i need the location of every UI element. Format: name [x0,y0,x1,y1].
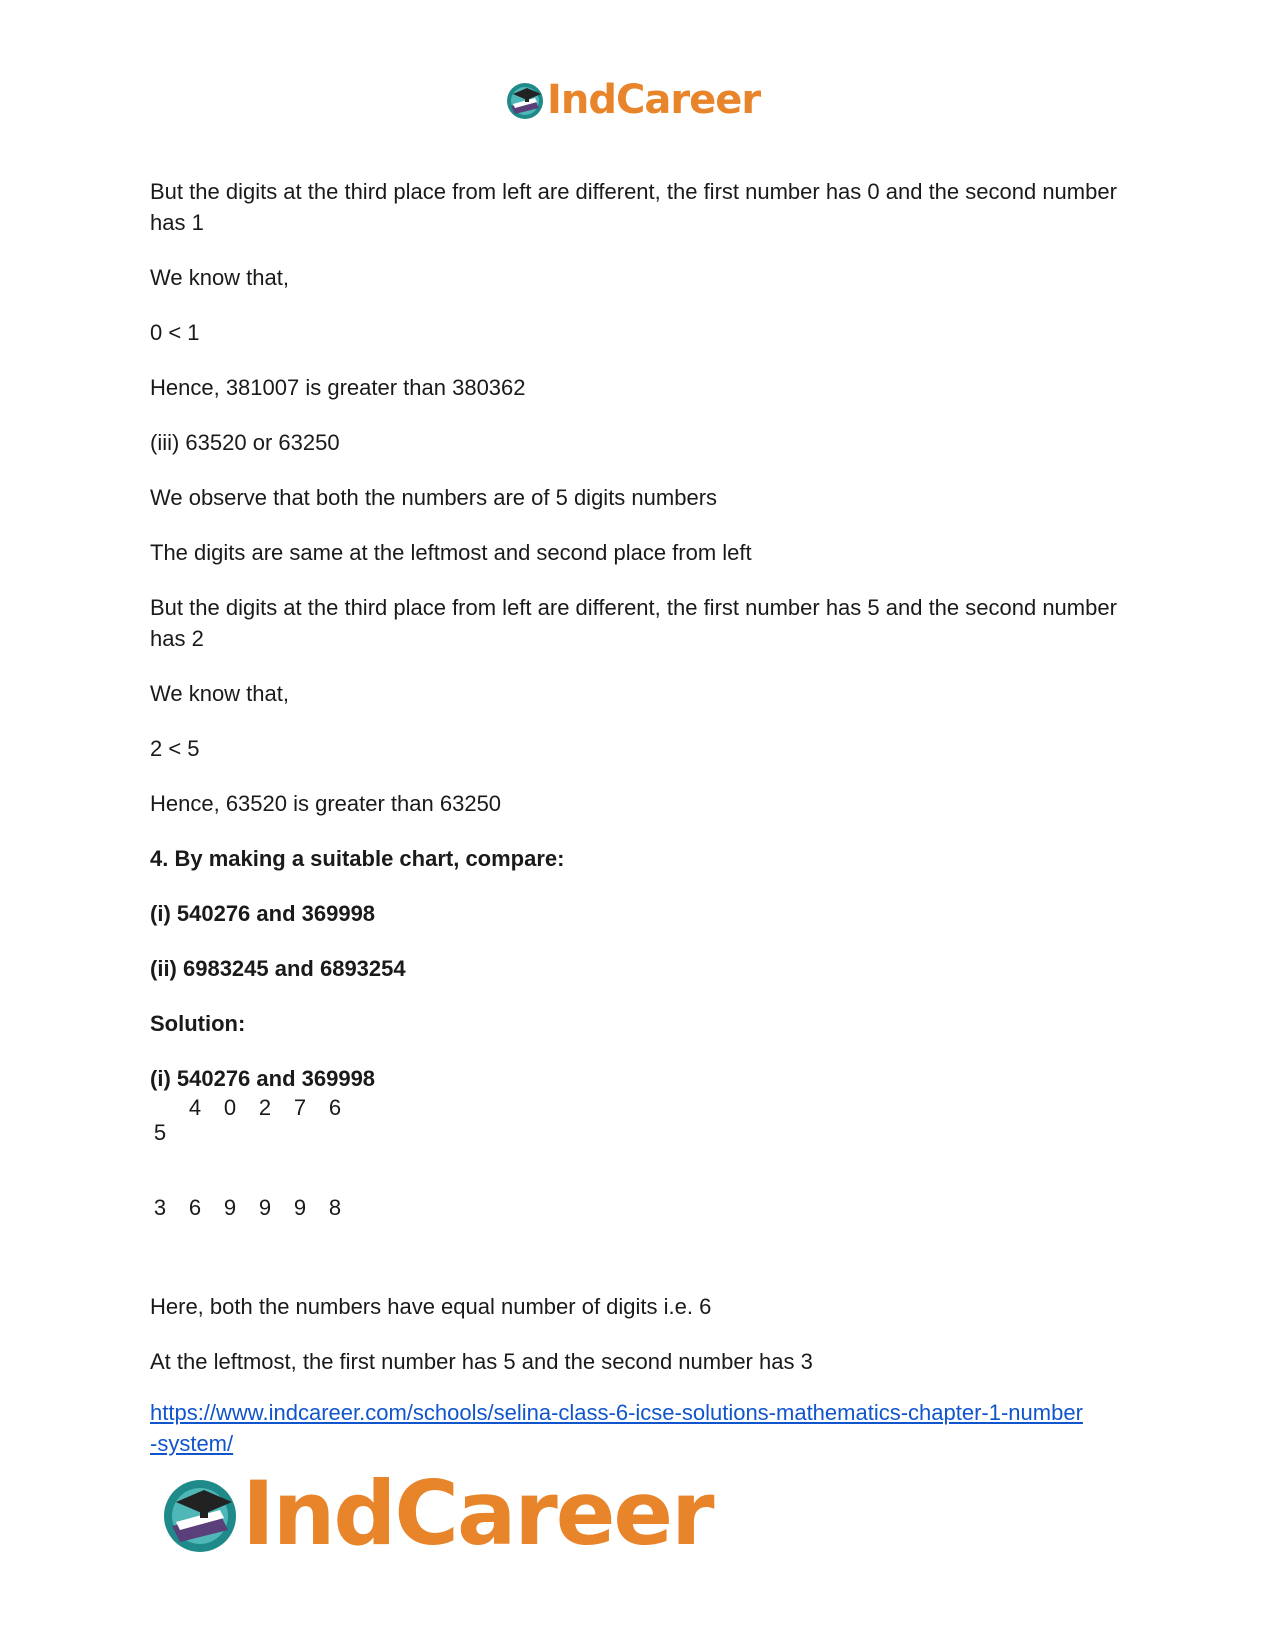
digit-cell-row2: 9 [223,1195,237,1220]
digit-cell-row1: 7 [293,1095,307,1120]
graduation-book-logo-icon [160,1474,240,1554]
body-bottom-paragraph: Here, both the numbers have equal number of digits i.e. 6 [150,1294,712,1319]
digit-cell-row2: 9 [293,1195,307,1220]
header-logo [505,77,761,123]
digit-cell-row1: 2 [258,1095,272,1120]
source-link-block [150,1397,1130,1459]
digit-cell-row2: 9 [258,1195,272,1220]
body-paragraph: But the digits at the third place from left are different, the first number has 5 and the second number has 2 [150,595,1117,651]
body-paragraph: 0 < 1 [150,320,200,345]
body-paragraph: We observe that both the numbers are of 5 digits numbers [150,485,718,510]
body-paragraph: We know that, [150,265,289,290]
body-paragraph: Hence, 63520 is greater than 63250 [150,791,502,816]
document-body-bottom [150,1291,1130,1401]
body-paragraph: Hence, 381007 is greater than 380362 [150,375,526,400]
source-link[interactable] [150,1400,1083,1456]
document-body [150,176,1130,1118]
graduation-book-logo-icon [505,80,545,120]
digit-cell-row2: 3 [153,1195,167,1220]
body-paragraph: The digits are same at the leftmost and second place from left [150,540,752,565]
body-paragraph: 2 < 5 [150,736,200,761]
body-bottom-paragraph: At the leftmost, the first number has 5 and the second number has 3 [150,1349,813,1374]
digit-cell-row1: 5 [153,1120,167,1145]
body-paragraph: (ii) 6983245 and 6893254 [150,956,406,981]
body-paragraph: (i) 540276 and 369998 [150,1066,376,1091]
source-link-line1: https://www.indcareer.com/schools/selina-class-6-icse-solutions-mathematics-chapter-1-number [150,1400,1083,1425]
body-paragraph: (i) 540276 and 369998 [150,901,376,926]
brand-name-large: IndCareer [242,1462,713,1565]
digit-cell-row1: 0 [223,1095,237,1120]
body-paragraph: We know that, [150,681,289,706]
digit-cell-row1: 4 [188,1095,202,1120]
footer-logo [160,1462,713,1565]
digit-cell-row2: 6 [188,1195,202,1220]
body-paragraph: But the digits at the third place from left are different, the first number has 0 and the second number has 1 [150,179,1117,235]
body-paragraph: Solution: [150,1011,246,1036]
digit-cell-row2: 8 [328,1195,342,1220]
body-paragraph: (iii) 63520 or 63250 [150,430,340,455]
source-link-line2: -system/ [150,1431,234,1456]
digit-cell-row1: 6 [328,1095,342,1120]
body-paragraph: 4. By making a suitable chart, compare: [150,846,565,871]
brand-name: IndCareer [547,77,761,123]
